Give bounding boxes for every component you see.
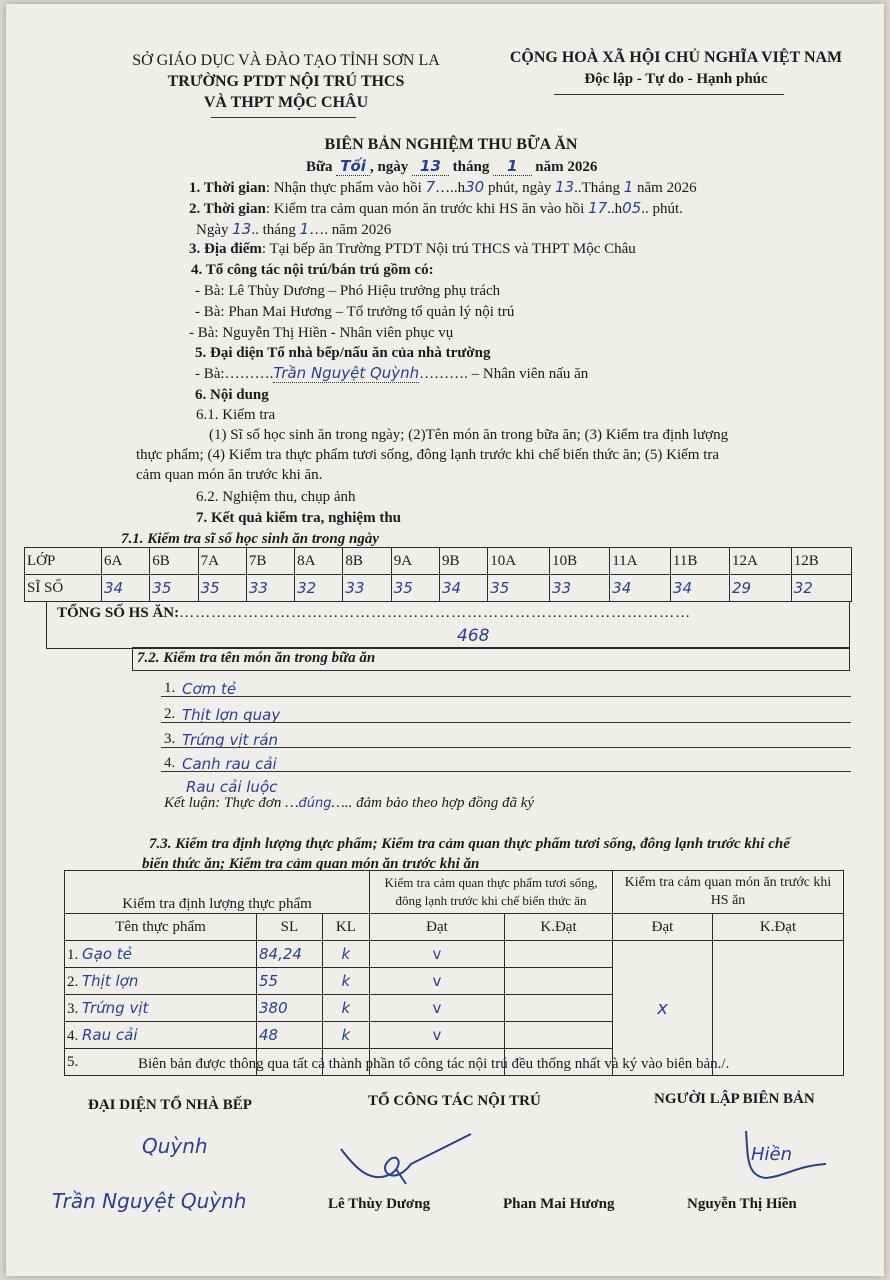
- monan-kdat: [713, 941, 844, 1076]
- dish-num: 3.: [164, 731, 176, 747]
- author-signature-mark: [736, 1126, 836, 1186]
- col-tuoisong: Kiểm tra cảm quan thực phẩm tươi sống, đông lạnh trước khi chế biến thức ăn: [370, 871, 613, 914]
- nam-label: năm 2026: [535, 159, 598, 175]
- food-name: Trứng vịt: [82, 998, 149, 1017]
- section-7-label: 7. Kết quả kiểm tra, nghiệm thu: [196, 510, 402, 526]
- kitchen-signature: Quỳnh: [142, 1134, 208, 1158]
- check-month: 1: [299, 220, 310, 238]
- total-label-text: TỔNG SỐ HS ĂN:: [57, 605, 180, 621]
- section-6-label: 6. Nội dung: [195, 387, 269, 403]
- section-6-1: 6.1. Kiểm tra: [196, 407, 276, 423]
- section-6-para-1: (1) Sĩ số học sinh ăn trong ngày; (2)Tên món ăn trong bữa ăn; (3) Kiểm tra định lượng: [209, 427, 729, 443]
- check-year-label: năm 2026: [331, 222, 392, 238]
- bua-label: Bữa: [306, 159, 333, 175]
- table-7-3-title-2: biến thức ăn; Kiểm tra cảm quan món ăn trước khi ăn: [142, 856, 480, 872]
- food-check-table: [64, 870, 844, 1076]
- food-kl: k: [322, 995, 369, 1022]
- count-cell: 32: [791, 575, 851, 602]
- count-cell: 34: [102, 575, 150, 602]
- count-cell: 34: [439, 575, 487, 602]
- hour-unit: h: [457, 180, 466, 196]
- food-row: [65, 941, 844, 968]
- sig-title-team: TỔ CÔNG TÁC NỘI TRÚ: [368, 1093, 541, 1109]
- year-label: năm 2026: [637, 180, 697, 196]
- team-signature-mark: [336, 1129, 476, 1189]
- author-signature: Hiền: [751, 1144, 793, 1165]
- header-left-underline: [211, 117, 356, 118]
- member-1: - Bà: Lê Thùy Dương – Phó Hiệu trưởng phụ trách: [195, 283, 501, 299]
- section-2-text: : Kiểm tra cảm quan món ăn trước khi HS ăn vào hồi: [265, 201, 585, 217]
- food-name-cell: [65, 941, 257, 968]
- check-hour: 17: [588, 199, 608, 217]
- col-kl: KL: [322, 914, 369, 941]
- food-dat: v: [370, 1022, 505, 1049]
- ngay-label: , ngày: [369, 159, 409, 175]
- sig-name-1: Lê Thùy Dương: [328, 1196, 431, 1212]
- sig-title-kitchen: ĐẠI DIỆN TỔ NHÀ BẾP: [88, 1097, 252, 1113]
- total-label: TỔNG SỐ HS ĂN:……………………………………………………………………………………: [57, 605, 692, 621]
- col-kdat-2: K.Đạt: [713, 914, 844, 941]
- dish-num: 4.: [164, 755, 176, 771]
- section-6-para-2: thực phẩm; (4) Kiểm tra thực phẩm tươi sống, đông lạnh trước khi chế biến thức ăn; (5) Kiểm tra: [136, 447, 720, 463]
- cook-prefix: - Bà:: [195, 366, 225, 382]
- count-cell: 33: [550, 575, 610, 602]
- section-1-label: 1. Thời gian: [189, 180, 266, 196]
- cook-role: – Nhân viên nấu ăn: [471, 366, 589, 382]
- section-1: 1. Thời gian: Nhận thực phẩm vào hồi 7…..h30 phút, ngày 13..Tháng 1 năm 2026: [189, 178, 697, 196]
- food-dat: v: [370, 941, 505, 968]
- food-header-row-2: [65, 914, 844, 941]
- receive-day: 13: [555, 178, 575, 196]
- total-box: [46, 601, 850, 649]
- dish-num: 1.: [164, 680, 176, 696]
- class-cell: 8A: [295, 548, 343, 575]
- class-cell: 6A: [102, 548, 150, 575]
- section-2-date: Ngày 13.. tháng 1…. năm 2026: [196, 220, 392, 238]
- food-num: 1.: [67, 946, 79, 963]
- dish-name: Trứng vịt rán: [182, 731, 279, 749]
- check-day: 13: [232, 220, 252, 238]
- food-kl: k: [322, 1022, 369, 1049]
- food-kl: k: [322, 968, 369, 995]
- thang-value: 1: [493, 157, 531, 176]
- food-name-cell: [65, 968, 257, 995]
- extra-dish: Rau cải luộc: [186, 778, 278, 796]
- cook-name: Trần Nguyệt Quỳnh: [273, 364, 420, 382]
- conclusion-label: Kết luận: Thực đơn: [164, 795, 282, 811]
- class-cell: 6B: [150, 548, 198, 575]
- food-header-row-1: [65, 871, 844, 914]
- food-dat: v: [370, 995, 505, 1022]
- receive-month: 1: [623, 178, 634, 196]
- class-cell: 7A: [198, 548, 246, 575]
- col-dinhluong: Kiểm tra định lượng thực phẩm: [65, 871, 370, 914]
- section-1-text: : Nhận thực phẩm vào hồi: [265, 180, 422, 196]
- meal-date-line: [306, 157, 597, 176]
- check-hour-unit: h: [614, 201, 623, 217]
- section-6-2: 6.2. Nghiệm thu, chụp ảnh: [196, 489, 356, 505]
- class-cell: 11B: [670, 548, 729, 575]
- section-5-cook: - Bà:……….Trần Nguyệt Quỳnh………. – Nhân viên nấu ăn: [195, 364, 589, 382]
- food-sl: 380: [256, 995, 322, 1022]
- count-cell: 35: [198, 575, 246, 602]
- food-sl: 55: [256, 968, 322, 995]
- member-3: - Bà: Nguyễn Thị Hiền - Nhân viên phục vụ: [189, 325, 454, 341]
- sig-title-author: NGƯỜI LẬP BIÊN BẢN: [654, 1091, 815, 1107]
- count-row: [25, 575, 852, 602]
- count-cell: 29: [729, 575, 791, 602]
- monan-dat: x: [613, 941, 713, 1076]
- food-sl: 84,24: [256, 941, 322, 968]
- count-cell: 33: [343, 575, 391, 602]
- dish-name: Cơm tẻ: [182, 680, 237, 698]
- conclusion: Kết luận: Thực đơn …đúng….. đảm bảo theo hợp đồng đã ký: [164, 795, 535, 811]
- kitchen-handwritten-name: Trần Nguyệt Quỳnh: [52, 1189, 247, 1213]
- dish-line: [161, 722, 851, 723]
- day-label: phút, ngày: [487, 180, 552, 196]
- class-cell: 7B: [246, 548, 294, 575]
- thang-label: tháng: [452, 159, 490, 175]
- header-right-line2: Độc lập - Tự do - Hạnh phúc: [584, 71, 768, 87]
- food-dat: v: [370, 968, 505, 995]
- dish-num: 2.: [164, 706, 176, 722]
- header-left-line2: TRƯỜNG PTDT NỘI TRÚ THCS: [167, 73, 405, 90]
- check-minute: 05: [622, 199, 642, 217]
- food-kdat: [505, 968, 613, 995]
- col-sl: SL: [256, 914, 322, 941]
- section-6-para-3: cảm quan món ăn trước khi ăn.: [136, 467, 323, 483]
- food-name: Thịt lợn: [82, 971, 139, 990]
- receive-hour: 7: [425, 178, 436, 196]
- col-dat-1: Đạt: [370, 914, 505, 941]
- dishes-header-box: [132, 647, 850, 671]
- section-3: [189, 241, 636, 258]
- check-minute-label: phút.: [652, 201, 683, 217]
- dish-line: [161, 747, 851, 748]
- attendance-table: [24, 547, 852, 602]
- table-7-2-title: 7.2. Kiểm tra tên món ăn trong bữa ăn: [137, 650, 376, 666]
- count-cell: 34: [670, 575, 729, 602]
- dish-line: [161, 771, 851, 772]
- section-3-text: : Tại bếp ăn Trường PTDT Nội trú THCS và THPT Mộc Châu: [261, 241, 636, 257]
- bua-value: Tối: [336, 157, 370, 176]
- col-ten: Tên thực phẩm: [65, 914, 257, 941]
- food-name: Gạo tẻ: [82, 944, 132, 963]
- month-label: Tháng: [581, 180, 620, 196]
- col-monan: Kiểm tra cảm quan món ăn trước khi HS ăn: [613, 871, 844, 914]
- count-cell: 35: [391, 575, 439, 602]
- table-7-1-title: 7.1. Kiểm tra sĩ số học sinh ăn trong ngày: [121, 531, 379, 547]
- closing-statement: Biên bản được thông qua tất cả thành phần tổ công tác nội trú đều thống nhất và ký vào biên bản./.: [138, 1056, 730, 1072]
- table-7-3-title-1: 7.3. Kiểm tra định lượng thực phẩm; Kiểm tra cảm quan thực phẩm tươi sống, đông lạnh trước khi chế: [149, 836, 790, 852]
- food-num: 4.: [67, 1027, 79, 1044]
- food-num: 5.: [67, 1053, 79, 1070]
- check-day-label: Ngày: [196, 222, 229, 238]
- food-name-cell: [65, 1022, 257, 1049]
- count-row-label: SĨ SỐ: [25, 575, 102, 602]
- col-kdat-1: K.Đạt: [505, 914, 613, 941]
- food-kdat: [505, 1022, 613, 1049]
- ngay-value: 13: [412, 157, 449, 176]
- count-cell: 32: [295, 575, 343, 602]
- sig-name-3: Nguyễn Thị Hiền: [687, 1196, 797, 1212]
- class-cell: 8B: [343, 548, 391, 575]
- food-sl: 48: [256, 1022, 322, 1049]
- section-2: 2. Thời gian: Kiểm tra cảm quan món ăn trước khi HS ăn vào hồi 17..h05.. phút.: [189, 199, 683, 217]
- total-value: 468: [457, 626, 490, 646]
- food-name: Rau cải: [82, 1025, 138, 1044]
- food-kl: k: [322, 941, 369, 968]
- document-title: BIÊN BẢN NGHIỆM THU BỮA ĂN: [324, 136, 578, 153]
- document-page: [6, 4, 884, 1276]
- dish-name: Thịt lợn quay: [182, 706, 281, 724]
- header-left-line3: VÀ THPT MỘC CHÂU: [203, 94, 369, 111]
- count-cell: 35: [150, 575, 198, 602]
- food-name-cell: [65, 995, 257, 1022]
- count-cell: 35: [488, 575, 550, 602]
- count-cell: 34: [610, 575, 671, 602]
- member-2: - Bà: Phan Mai Hương – Tổ trưởng tổ quản lý nội trú: [195, 304, 515, 320]
- food-kdat: [505, 995, 613, 1022]
- header-left-line1: SỞ GIÁO DỤC VÀ ĐÀO TẠO TỈNH SƠN LA: [132, 52, 440, 69]
- header-right-line1: CỘNG HOÀ XÃ HỘI CHỦ NGHĨA VIỆT NAM: [509, 49, 843, 66]
- food-num: 2.: [67, 973, 79, 990]
- class-cell: 11A: [610, 548, 671, 575]
- class-cell: 12A: [729, 548, 791, 575]
- receive-minute: 30: [465, 178, 485, 196]
- dish-name: Canh rau cải: [182, 755, 277, 773]
- count-cell: 33: [246, 575, 294, 602]
- sig-name-2: Phan Mai Hương: [503, 1196, 615, 1212]
- section-3-label: 3. Địa điểm: [189, 241, 262, 257]
- class-cell: 10B: [550, 548, 610, 575]
- class-cell: 10A: [488, 548, 550, 575]
- class-row-label: LỚP: [25, 548, 102, 575]
- section-2-label: 2. Thời gian: [189, 201, 266, 217]
- class-cell: 12B: [791, 548, 851, 575]
- header-right-underline: [554, 94, 784, 95]
- dish-line: [161, 696, 851, 697]
- check-month-label: tháng: [262, 222, 296, 238]
- food-num: 3.: [67, 1000, 79, 1017]
- class-cell: 9B: [439, 548, 487, 575]
- section-4-label: 4. Tổ công tác nội trú/bán trú gồm có:: [191, 262, 434, 278]
- conclusion-tail: đảm bảo theo hợp đồng đã ký: [356, 795, 535, 811]
- col-dat-2: Đạt: [613, 914, 713, 941]
- food-kdat: [505, 941, 613, 968]
- class-cell: 9A: [391, 548, 439, 575]
- class-row: [25, 548, 852, 575]
- conclusion-value: đúng: [298, 796, 332, 811]
- section-5-label: 5. Đại diện Tổ nhà bếp/nấu ăn của nhà trường: [195, 345, 491, 361]
